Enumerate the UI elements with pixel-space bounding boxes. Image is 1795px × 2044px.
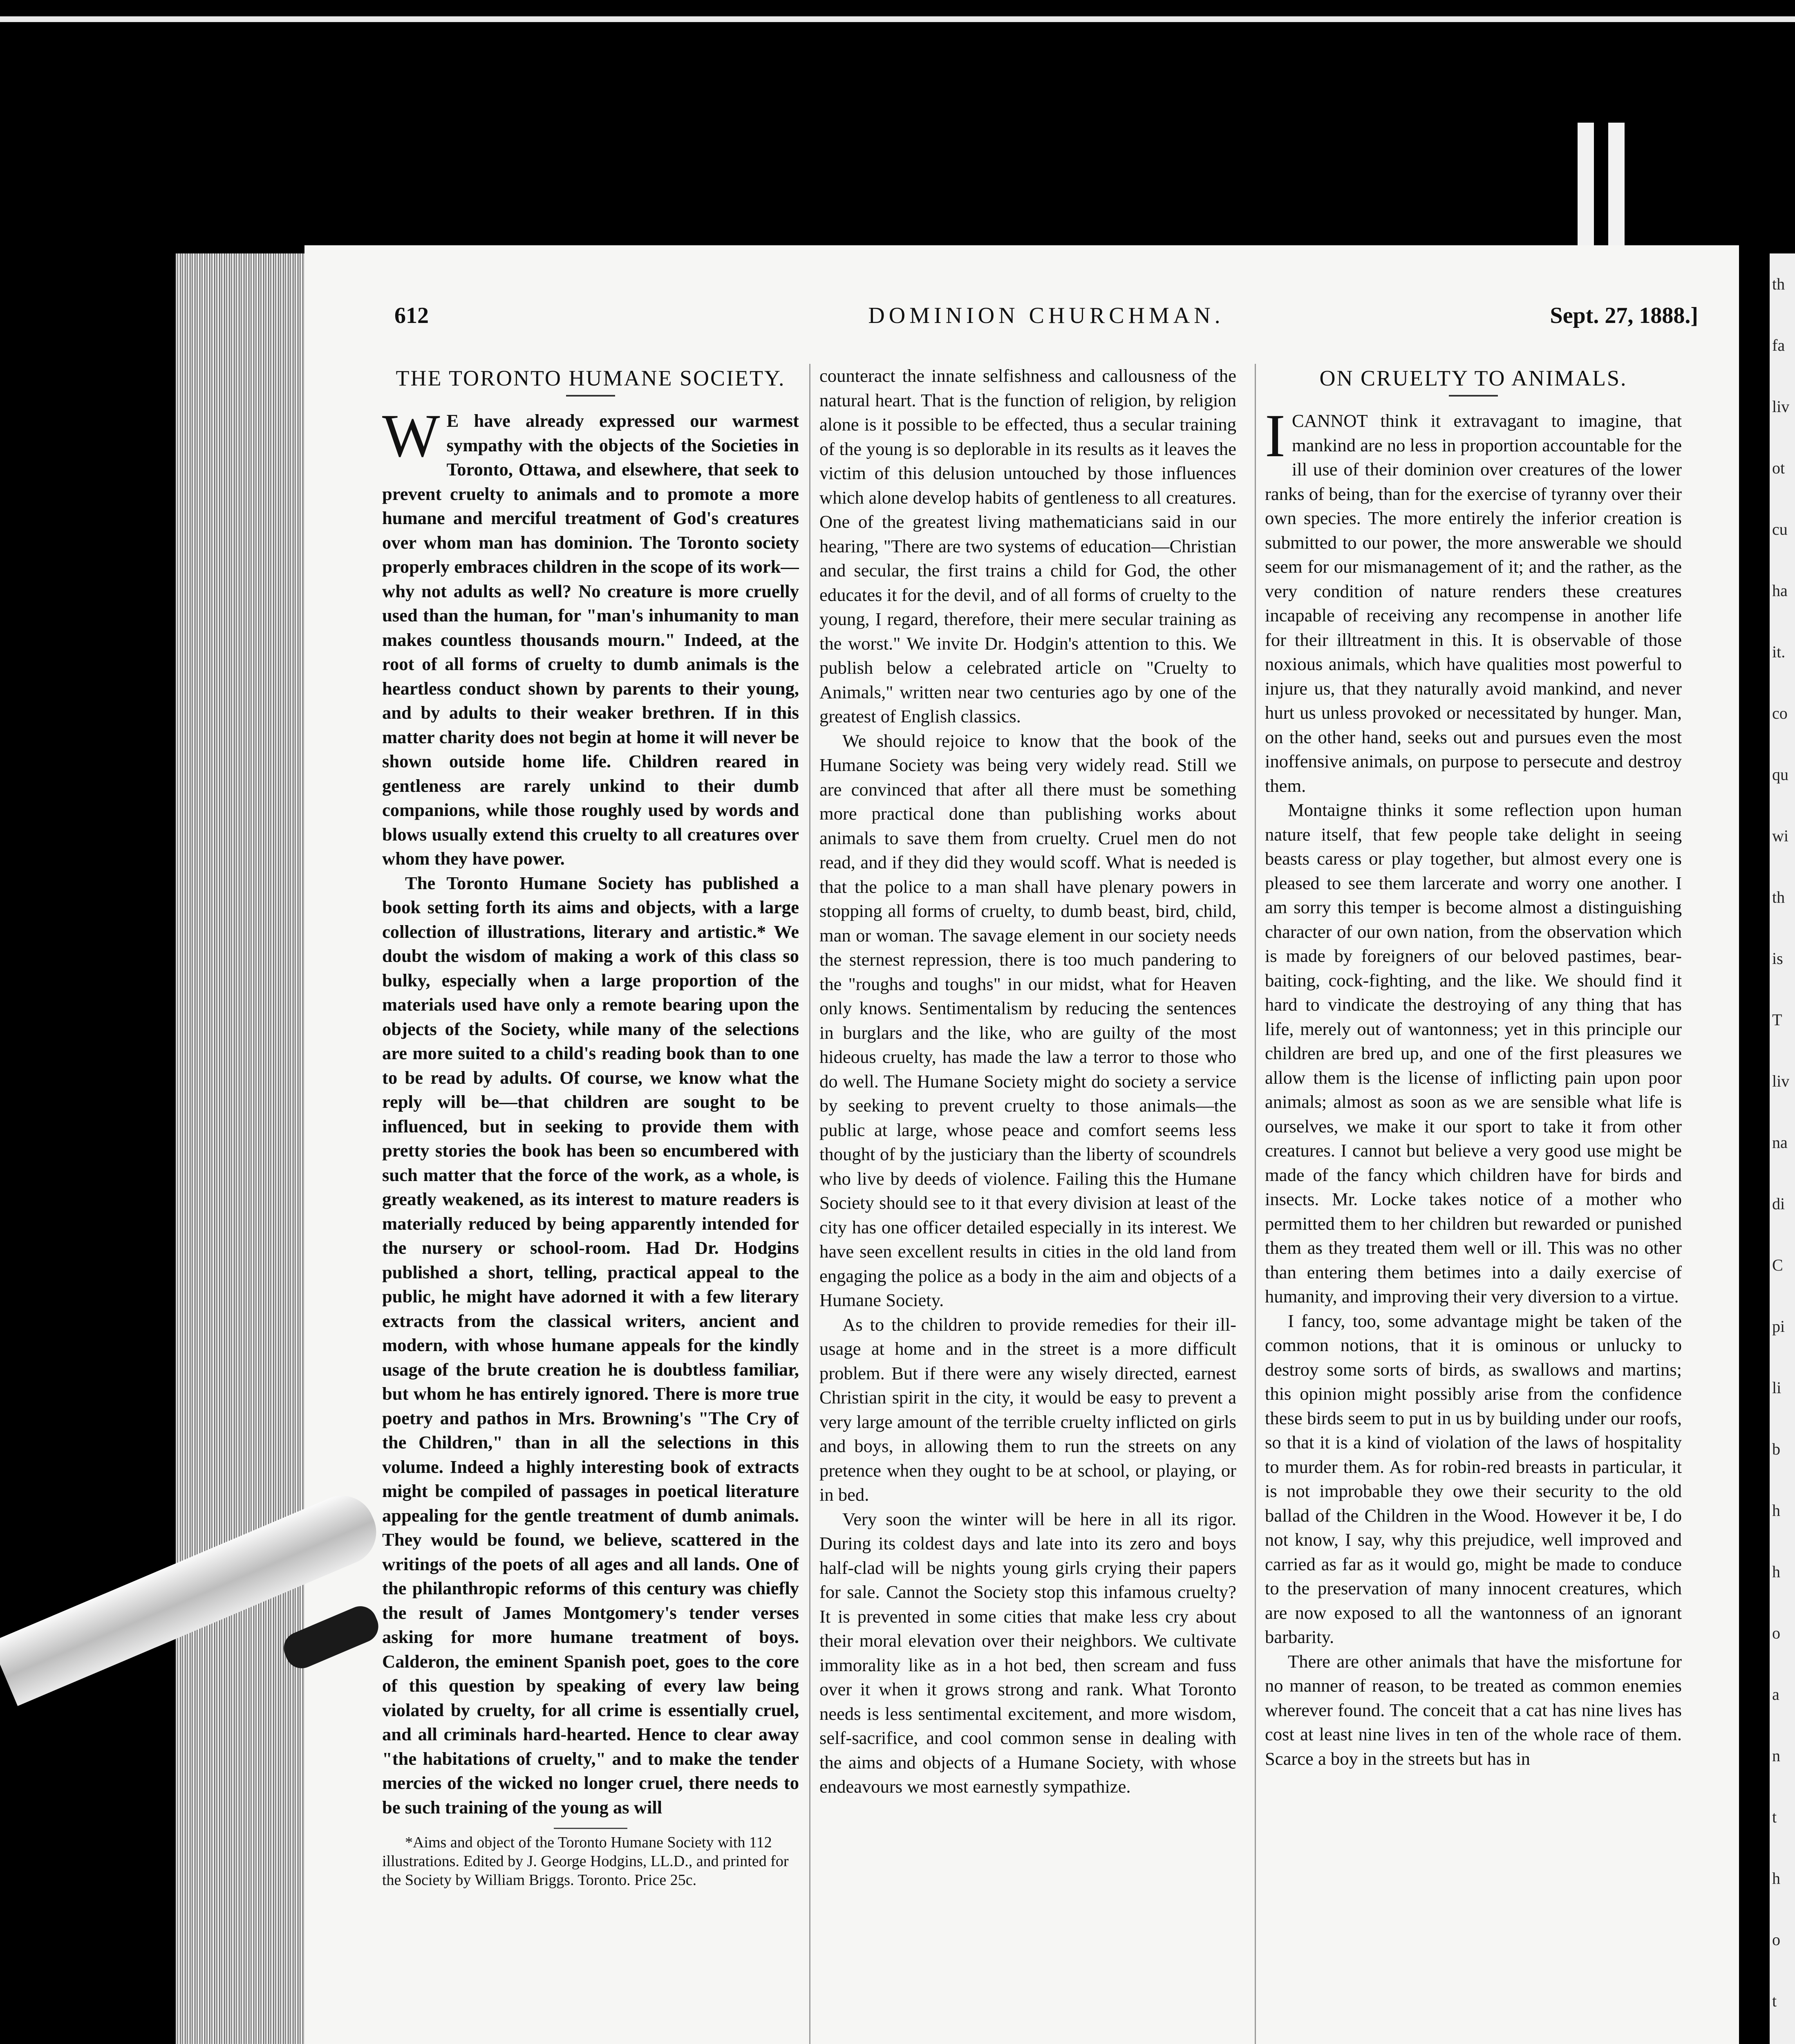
paragraph [382,402,799,871]
edge-text-fragment: li [1772,1378,1782,1397]
edge-text-fragment: o [1772,1624,1780,1642]
book-gutter [176,253,307,2044]
edge-text-fragment: t [1772,1992,1777,2010]
edge-text-fragment: b [1772,1440,1780,1458]
page-edge-mark [1578,123,1594,258]
article-column-1 [382,364,799,2044]
article-title: THE TORONTO HUMANE SOCIETY. [396,366,786,390]
paragraph: As to the children to provide remedies for their ill-usage at home and in the street is a more difficult problem. But if there were any wisely directed, earnest Christian spirit in the city, it would be easy to prevent a very large amount of the terrible cruelty inflicted on girls and boys, in allowing them to run the streets on any pretence when they ought to be at school, or playing, or in bed. [819,1314,1236,1505]
edge-text-fragment: is [1772,949,1783,968]
edge-text-fragment: n [1772,1746,1780,1765]
edge-text-fragment: th [1772,275,1785,293]
footnote: *Aims and object of the Toronto Humane Society with 112 illustrations. Edited by J. George Hodgins, LL.D., and printed for the Society by William Briggs. Toronto. Price 25c. [382,1834,789,1889]
edge-text-fragment: o [1772,1930,1780,1949]
edge-text-fragment: T [1772,1011,1782,1029]
drop-cap: I [1265,402,1285,470]
drop-cap: W [382,402,440,470]
edge-text-fragment: h [1772,1501,1780,1520]
page-edge-mark [1608,123,1625,258]
page-number: 612 [394,303,429,328]
paragraph: The Toronto Humane Society has published a book setting forth its aims and objects, with a large collection of illustrations, literary and artistic.* We doubt the wisdom of making a work of this class so bulky, especially when a large proportion of the materials used have only a remote bearing upon the objects of the Society, while many of the selections are more suited to a child's reading book than to one to be read by adults. Of course, we know what the reply will be—that children are sought to be influenced, but in seeking to provide them with pretty stories the book has been so encumbered with such matter that the force of the work, as a whole, is greatly weakened, as its interest to mature readers is materially reduced by being apparently intended for the nursery or school-room. Had Dr. Hodgins published a short, telling, practical appeal to the public, he might have adorned it with a few literary extracts from the classical writers, ancient and modern, with whose humane appeals for the kindly usage of the brute creation he is doubtless familiar, but whom he has entirely ignored. There is more true poetry and pathos in Mrs. Browning's "The Cry of the Children," than in all the selections in this volume. Indeed a highly interesting book of extracts might be compiled of passages in poetical literature appealing for the gentle treatment of dumb animals. They would be found, we believe, scattered in the writings of the poets of all ages and all lands. One of the philanthropic reforms of this century was chiefly the result of James Montgomery's tender verses asking for more humane treatment of boys. Calderon, the eminent Spanish poet, goes to the core of this question by speaking of every law being violated by cruelty, for all crime is essentially cruel, and all criminals hard-hearted. Hence to clear away "the habitations of cruelty," and to make the tender mercies of the wicked no longer cruel, there needs to be such training of the young as will [382,872,799,1818]
edge-text-fragment: pi [1772,1317,1785,1336]
edge-text-fragment: h [1772,1869,1780,1887]
edge-text-fragment: fa [1772,336,1785,354]
article-column-3 [1265,364,1682,2044]
edge-text-fragment [1772,2032,1795,2044]
paragraph [1265,402,1682,798]
running-header [394,303,1698,339]
article-column-2 [819,364,1236,2044]
footnote-rule [554,1828,627,1829]
edge-text-fragment: th [1772,888,1785,906]
edge-text-fragment: qu [1772,765,1788,784]
column-rule [809,364,810,2044]
edge-text-fragment: di [1772,1195,1785,1213]
edge-text-fragment: a [1772,1685,1779,1703]
facing-page-edge [1770,253,1795,2044]
paragraph: We should rejoice to know that the book of the Humane Society was being very widely read. Still we are convinced that after all there must be something more practical done than publishing works about animals to save them from cruelty. Cruel men do not read, and if they did they would scoff. What is needed is that the police to a man shall have plenary powers in stopping all forms of cruelty, to dumb beast, bird, child, man or woman. The savage element in our society needs the sternest repression, there is too much pandering to the "roughs and toughs" in our midst, what for Heaven only knows. Sentimentalism by reducing the sentences in burglars and the like, who are guilty of the most hideous cruelty, has made the law a terror to those who do well. The Humane Society might do society a service by seeking to prevent cruelty to those animals—the public at large, whose peace and comfort seems less thought of by the justiciary than the liberty of scoundrels who live by deeds of violence. Failing this the Humane Society should see to it that every division at least of the city has one officer detailed especially in its interest. We have seen excellent results in cities in the old land from engaging the police as a body in the aim and objects of a Humane Society. [819,730,1236,1310]
paragraph: counteract the innate selfishness and callousness of the natural heart. That is the function of religion, by religion alone is it possible to be effected, thus a secular training of the young is so deplorable in its results as it leaves the victim of this delusion untouched by those influences which alone develop habits of gentleness to all creatures. One of the greatest living mathematicians said in our hearing, "There are two systems of education—Christian and secular, the first trains a child for God, the other educates it for the devil, and of all forms of cruelty to the young, I regard, therefore, their mere secular training as the worst." We invite Dr. Hodgin's attention to this. We publish below a celebrated article on "Cruelty to Animals," written near two centuries ago by one of the greatest of English classics. [819,365,1236,726]
issue-date: Sept. 27, 1888.] [1550,303,1698,328]
edge-text-fragment: wi [1772,827,1788,845]
paragraph: Montaigne thinks it some reflection upon human nature itself, that few people take delight in seeing beasts caress or play together, but almost every one is pleased to see them larcerate and worry one another. I am sorry this temper is become almost a distinguishing character of our own nation, from the observation which is made by foreigners of our beloved pastimes, bear-baiting, cock-fighting, and the like. We should find it hard to vindicate the destroying of any thing that has life, merely out of wantonness; yet in this principle our children are bred up, and one of the first pleasures we allow them is the license of inflicting pain upon poor animals; almost as soon as we are sensible what life is ourselves, we make it our sport to take it from other creatures. I cannot but believe a very good use might be made of the fancy which children have for birds and insects. Mr. Locke takes notice of a mother who permitted them to her children but rewarded or punished them as they treated them well or ill. This was no other than entering them betimes into a daily exercise of humanity, and improving their very diversion to a virtue. [1265,800,1682,1307]
paragraph-text: E have already expressed our warmest sympathy with the objects of the Societies in Toronto, Ottawa, and elsewhere, that seek to prevent cruelty to animals and to promote a more humane and merciful treatment of God's creatures over whom man has dominion. The Toronto society properly embraces children in the scope of its work—why not adults as well? No creature is more cruelly used than the human, for "man's inhumanity to man makes countless thousands mourn." Indeed, at the root of all forms of cruelty to dumb animals is the heartless conduct shown by parents to their young, and by adults to their weaker brethren. If in this matter charity does not begin at home it will never be shown outside home life. Children reared in gentleness are rarely unkind to their dumb companions, while those roughly used by words and blows usually extend this cruelty to all creatures over whom they have power. [382,410,799,869]
paragraph-text: CANNOT think it extravagant to imagine, that mankind are no less in proportion accountable for the ill use of their dominion over creatures of the lower ranks of being, than for the exercise of tyranny over their own species. The more entirely the inferior creation is submitted to our power, the more answerable we should seem for our mismanagement of it; and the rather, as the very condition of nature renders these creatures incapable of receiving any recompense in another life for their illtreatment in this. It is observable of those noxious animals, which have qualities most powerful to injure us, that they naturally avoid mankind, and never hurt us unless provoked or necessitated by hunger. Man, on the other hand, seeks out and pursues even the most inoffensive animals, on purpose to persecute and destroy them. [1265,410,1682,796]
top-edge [0,16,1795,22]
title-rule [566,395,615,397]
paragraph: I fancy, too, some advantage might be taken of the common notions, that it is ominous or unlucky to destroy some sorts of birds, as swallows and martins; this opinion might possibly arise from the confidence these birds seem to put in us by building under our roofs, so that it is a kind of violation of the laws of hospitality to murder them. As for robin-red breasts in particular, it is not improbable they owe their security to the old ballad of the Children in the Wood. However it be, I do not know, I say, why this prejudice, well improved and carried as far as it would go, might be made to conduce to the preservation of many innocent creatures, which are now exposed to all the wantonness of an ignorant barbarity. [1265,1310,1682,1647]
column-rule [1255,364,1256,2044]
edge-text-fragment: liv [1772,397,1790,416]
edge-text-fragment: na [1772,1133,1788,1152]
edge-text-fragment: ha [1772,581,1788,600]
edge-text-fragment: h [1772,1562,1780,1581]
masthead: DOMINION CHURCHMAN. [868,303,1224,328]
edge-text-fragment: ot [1772,459,1785,477]
title-rule [1449,395,1498,397]
paragraph: There are other animals that have the misfortune for no manner of reason, to be treated as common enemies wherever found. The conceit that a cat has nine lives has cost at least nine lives in ten of the whole race of them. Scarce a boy in the streets but has in [1265,1651,1682,1769]
edge-text-fragment: t [1772,1808,1777,1826]
edge-text-fragment: it. [1772,643,1786,661]
article-title: ON CRUELTY TO ANIMALS. [1319,366,1627,390]
edge-text-fragment: cu [1772,520,1788,538]
newspaper-page [304,245,1739,2044]
edge-text-fragment: co [1772,704,1788,722]
paragraph: Very soon the winter will be here in all its rigor. During its coldest days and late into its zero and boys half-clad will be nights young girls crying their papers for sale. Cannot the Society stop this infamous cruelty? It is prevented in some cities that make less cry about their moral elevation over their neighbors. We cultivate immorality like as in a hot bed, then scream and fuss over it when it grows strong and rank. What Toronto needs is less sentimental excitement, and more wisdom, self-sacrifice, and cool common sense in dealing with the aims and objects of a Humane Society, with whose endeavours we most earnestly sympathize. [819,1508,1236,1797]
edge-text-fragment: C [1772,1256,1783,1274]
edge-text-fragment: liv [1772,1072,1790,1090]
